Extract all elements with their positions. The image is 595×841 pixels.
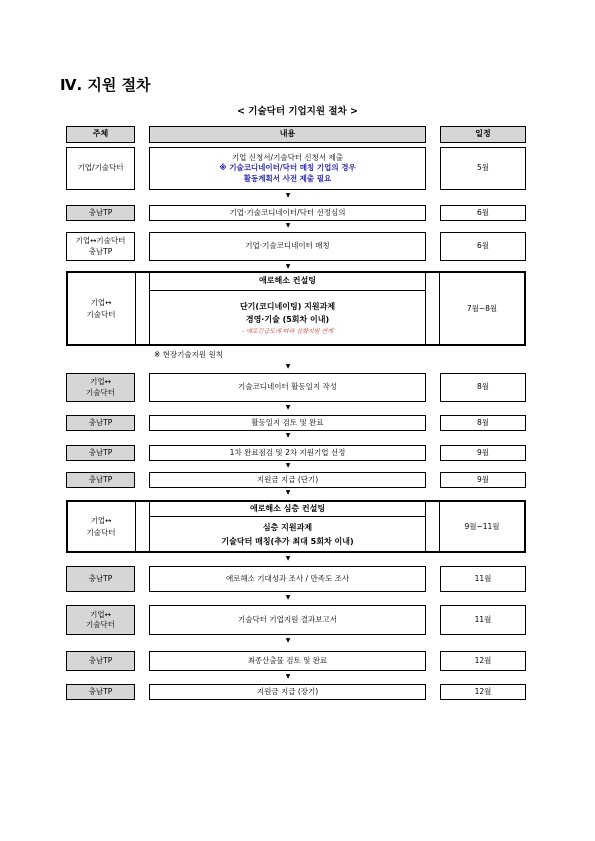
- row-9-content: [149, 518, 426, 551]
- row-9-subject-line-2: 기술닥터: [86, 527, 116, 537]
- row-7-content: 1차 완료점검 및 2차 지원기업 선정: [149, 445, 426, 461]
- row-13-schedule: 12월: [440, 684, 526, 700]
- row-4-subject-line-1: 기업↔: [90, 298, 112, 308]
- field-support-note: ※ 현장기술지원 원칙: [154, 350, 224, 359]
- row-10-subject: 충남TP: [66, 566, 135, 592]
- header-subject: 주체: [66, 126, 135, 143]
- row-7-subject: 충남TP: [66, 445, 135, 461]
- row-12-schedule: 12월: [440, 651, 526, 671]
- row-5-subject-line-1: 기업↔: [90, 377, 111, 387]
- row-3-content: 기업·기술코디네이터 매칭: [149, 232, 426, 261]
- row-1-schedule: 5월: [440, 147, 526, 190]
- row-5-subject-line-2: 기술닥터: [86, 387, 115, 397]
- row-11-content: 기술닥터 기업지원 결과보고서: [149, 605, 426, 635]
- row-3-schedule: 6월: [440, 232, 526, 261]
- flow-arrow: ▼: [285, 363, 291, 370]
- row-1-line-2: ※ 기술코디네이터/닥터 매칭 기업의 경우: [219, 163, 356, 173]
- row-9-schedule: 9월~11월: [464, 522, 500, 531]
- row-4-subject: [68, 273, 134, 344]
- row-4-content: [149, 293, 426, 344]
- row-13-subject: 충남TP: [66, 684, 135, 700]
- flow-arrow: ▼: [285, 637, 291, 644]
- flow-arrow: ▼: [285, 555, 291, 562]
- flow-arrow: ▼: [285, 489, 291, 496]
- row-5-subject: [66, 373, 135, 402]
- row-11-subject: [66, 605, 135, 635]
- row-3-subject: [66, 232, 135, 261]
- row-12-content: 최종산출물 검토 및 완료: [149, 651, 426, 671]
- row-3-subject-line-2: 충남TP: [88, 246, 113, 256]
- divider: [135, 273, 136, 344]
- flow-arrow: ▼: [285, 432, 291, 439]
- row-6-subject: 충남TP: [66, 415, 135, 431]
- row-7-schedule: 9월: [440, 445, 526, 461]
- row-2-subject: 충남TP: [66, 205, 135, 221]
- row-4-subject-line-2: 기술닥터: [86, 309, 116, 319]
- row-11-subject-line-2: 기술닥터: [86, 620, 115, 629]
- row-9-subject: [68, 502, 134, 551]
- row-11-schedule: 11월: [440, 605, 526, 635]
- row-4-schedule: 7월~8월: [466, 304, 498, 313]
- header-content: 내용: [149, 126, 426, 143]
- row-4-line-1: 단기(코디네이팅) 지원과제: [239, 301, 336, 311]
- row-10-content: 애로해소 기대성과 조사 / 만족도 조사: [149, 566, 426, 592]
- section-heading: Ⅳ. 지원 절차: [60, 76, 151, 94]
- flow-arrow: ▼: [285, 594, 291, 601]
- row-8-subject: 충남TP: [66, 472, 135, 488]
- row-9-line-2: 기술닥터 매칭(추가 최대 5회차 이내): [221, 536, 354, 546]
- row-10-schedule: 11월: [440, 566, 526, 592]
- diagram-title: < 기술닥터 기업지원 절차 >: [237, 106, 358, 117]
- row-2-schedule: 6월: [440, 205, 526, 221]
- row-5-schedule: 8월: [440, 373, 526, 402]
- row-6-content: 활동일지 검토 및 완료: [149, 415, 426, 431]
- row-4-group-title: 애로해소 컨설팅: [149, 273, 426, 291]
- row-1-line-1: 기업 신청서/기술닥터 신청서 제출: [231, 153, 344, 163]
- row-1-content: [149, 147, 426, 190]
- row-8-content: 지원금 지급 (단기): [149, 472, 426, 488]
- row-12-subject: 충남TP: [66, 651, 135, 671]
- row-9-group-title: 애로해소 심층 컨설팅: [149, 502, 426, 517]
- row-9-subject-line-1: 기업↔: [90, 516, 112, 526]
- header-schedule: 일정: [440, 126, 526, 143]
- flow-arrow: ▼: [285, 462, 291, 469]
- row-1-subject: 기업/기술닥터: [66, 147, 135, 190]
- row-2-content: 기업·기술코디네이터/닥터 선정심의: [149, 205, 426, 221]
- row-3-subject-line-1: 기업↔기술닥터: [75, 236, 126, 246]
- row-4-note: - 애로긴급도에 따라 심화지원 연계: [242, 327, 333, 335]
- row-6-schedule: 8월: [440, 415, 526, 431]
- flow-arrow: ▼: [285, 404, 291, 411]
- flow-arrow: ▼: [285, 222, 291, 229]
- divider: [135, 502, 136, 551]
- flow-arrow: ▼: [285, 263, 291, 270]
- flow-arrow: ▼: [285, 673, 291, 680]
- row-9-line-1: 심층 지원과제: [262, 522, 313, 532]
- row-8-schedule: 9월: [440, 472, 526, 488]
- flow-arrow: ▼: [285, 192, 291, 199]
- row-4-line-2: 경영·기술 (5회차 이내): [245, 314, 330, 324]
- row-11-subject-line-1: 기업↔: [90, 609, 111, 619]
- row-5-content: 기술코디네이터 활동일지 작성: [149, 373, 426, 402]
- row-1-line-3: 활동계획서 사전 제출 필요: [243, 173, 332, 183]
- row-13-content: 지원금 지급 (장기): [149, 684, 426, 700]
